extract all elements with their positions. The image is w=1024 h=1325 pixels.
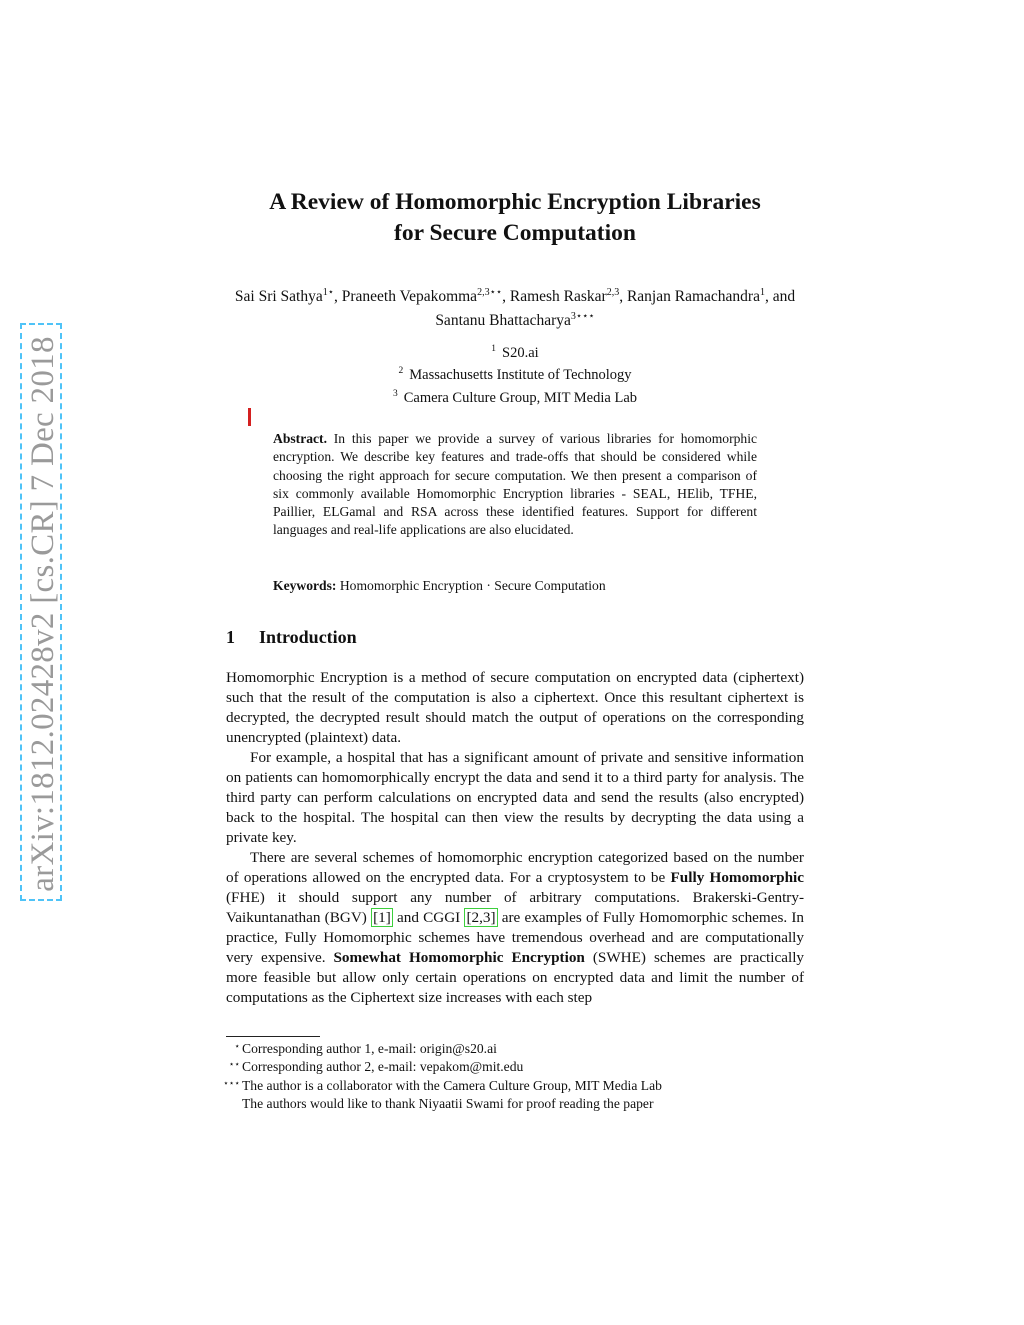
paragraph: Homomorphic Encryption is a method of secure computation on encrypted data (ciphertext) such that the result of the computation is also a ciphertext. Once this resultant ciphertext is decrypted, the decrypted result should match the output of operations on the corresponding unencrypted (plaintext) data. [226,669,804,746]
author-sup: 2,3 [606,287,620,298]
author-list [215,283,815,331]
footnote-text: The author is a collaborator with the Camera Culture Group, MIT Media Lab [242,1077,662,1093]
title-line-2: for Secure Computation [394,220,636,246]
keywords-label: Keywords: [273,578,337,593]
keywords-text: Homomorphic Encryption · Secure Computation [339,578,606,593]
author-sup: 1⋆ [322,287,335,298]
separator: , [619,288,627,306]
footnote [206,1040,806,1058]
section-number: 1 [226,627,235,647]
footnote [206,1077,806,1095]
arxiv-identifier: arXiv:1812.02428v2 [cs.CR] 7 Dec 2018 [25,336,61,892]
author-name: Ranjan Ramachandra [626,288,760,306]
author-name: Praneeth Vepakomma [341,288,478,306]
footnotes [206,1040,806,1113]
paper-title [200,187,830,249]
separator: , [502,288,510,306]
author-name: Santanu Bhattacharya [435,312,571,330]
affiliation-name: Massachusetts Institute of Technology [409,367,632,384]
affiliation-num: 1 [491,344,497,354]
text-run: (SWHE) schemes are practically more feasible but allow only certain operations on encrypted data and limit the number of computations as the Ciphertext size increases with each step [226,949,805,1006]
arxiv-stamp [20,323,62,901]
footnote [206,1095,806,1113]
author-name: Ramesh Raskar [509,288,607,306]
affiliation-num: 2 [398,366,404,377]
paragraph: For example, a hospital that has a significant amount of private and sensitive information on patients can homomorphically encrypt the data and send it to a third party for analysis. The third party can perform calculations on encrypted data and send the results (also encrypted) back to the hospital. The hospital can then view the results by decrypting the data using a private key. [226,749,804,846]
author-sup: 2,3⋆⋆ [477,287,503,298]
affiliation-name: Camera Culture Group, MIT Media Lab [403,389,638,406]
section-title: Introduction [259,627,357,647]
footnote [206,1058,806,1076]
text-run: and CGGI [396,909,461,926]
affiliation-num: 3 [392,388,398,399]
body-text [226,668,804,1008]
separator: , and [764,288,796,306]
footnote-mark: ⋆ [234,1041,240,1051]
text-run: There are several schemes of homomorphic encryption categorized based on the number of operations allowed on the encrypted data. For a cryptosystem to be [226,849,804,886]
title-line-1: A Review of Homomorphic Encryption Libraries [269,189,761,215]
affiliations [300,340,730,407]
section-heading [226,626,357,648]
footnote-text: Corresponding author 1, e-mail: origin@s20.ai [242,1041,497,1056]
affiliation [300,340,730,362]
author-name: Sai Sri Sathya [234,288,323,306]
affiliation-name: S20.ai [502,344,539,361]
text-run: are examples of Fully Homomorphic schemes. In practice, Fully Homomorphic schemes have tremendous overhead and are computationally very expensive. [226,909,805,966]
abstract [273,430,757,540]
footnote-text: The authors would like to thank Niyaatii Swami for proof reading the paper [242,1095,654,1111]
author-sup: 3⋆⋆⋆ [570,311,595,323]
footnote-rule [226,1036,320,1037]
footnote-mark: ⋆⋆ [228,1059,240,1070]
abstract-text: In this paper we provide a survey of various libraries for homomorphic encryption. We describe key features and trade-offs that should be considered while choosing the right approach for secure computation. We then present a comparison of six commonly available Homomorphic Encryption libraries - SEAL, HElib, TFHE, Paillier, ELGamal and RSA across these identified features. Support for different languages and real-life applications are also elucidated. [273,431,757,538]
paragraph [226,848,804,1008]
footnote-mark: ⋆⋆⋆ [223,1077,240,1088]
bold-term: Somewhat Homomorphic Encryption [333,949,585,966]
separator: , [334,288,342,306]
citation-link[interactable]: [2,3] [466,909,496,926]
keywords [273,577,757,595]
bold-term: Fully Homomorphic [670,869,805,886]
abstract-label: Abstract. [273,431,327,446]
citation-link[interactable]: [1] [373,909,391,926]
text-run: (FHE) it should support any number of arbitrary computations. Brakerski-Gentry-Vaikuntanathan (BGV) [226,889,804,926]
affiliation [300,385,730,407]
affiliation [300,362,730,384]
footnote-text: Corresponding author 2, e-mail: vepakom@mit.edu [242,1059,524,1075]
author-sup: 1 [759,287,765,298]
text-cursor-marker [248,408,251,426]
